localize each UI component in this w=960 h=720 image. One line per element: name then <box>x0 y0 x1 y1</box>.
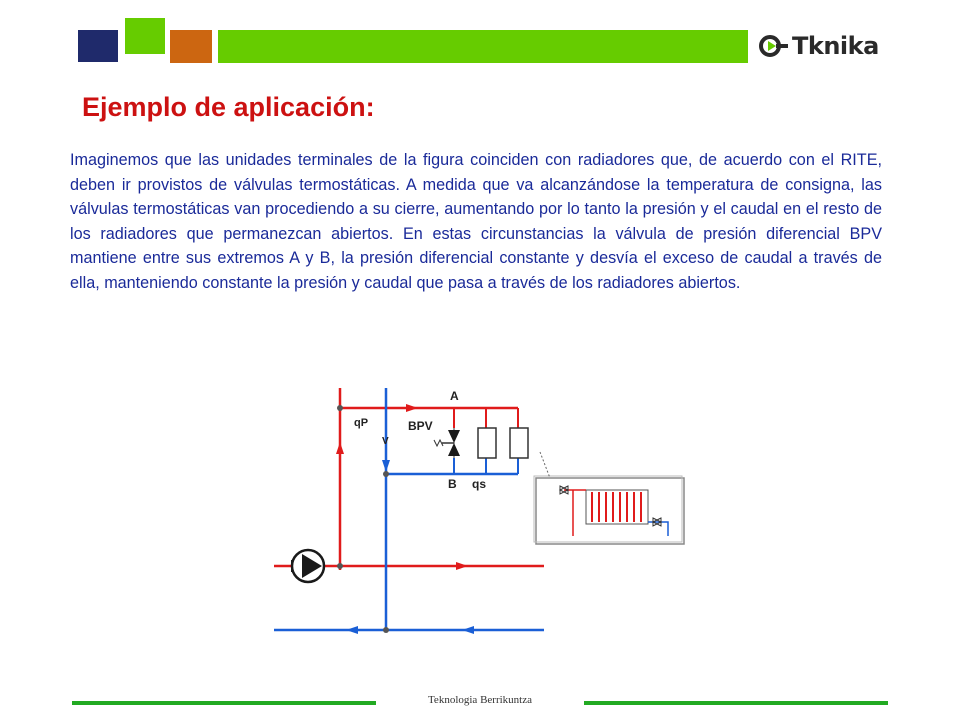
label-bpv: BPV <box>408 419 433 433</box>
label-a: A <box>450 389 459 403</box>
terminal-unit-1 <box>478 428 496 458</box>
body-paragraph: Imaginemos que las unidades terminales de la figura coinciden con radiadores que, de acuerdo con el RITE, deben ir provistos de válvulas termostáticas. A medida que va alcanzándose la temperatura de consigna, las válvulas termostáticas van procediendo a su cierre, aumentando por lo tanto la presión y el caudal en el resto de los radiadores que permanezcan abiertos. En estas circunstancias la válvula de presión diferencial BPV mantiene entre sus extremos A y B, la presión diferencial constante y desvía el exceso de caudal a través de ella, manteniendo constante la presión y caudal que pasa a través de los radiadores abiertos. <box>70 151 882 292</box>
label-qp: qP <box>354 417 369 429</box>
tknika-logo-icon <box>758 34 788 58</box>
header-bar <box>218 30 748 63</box>
label-qs: qs <box>472 477 487 491</box>
terminal-unit-2 <box>510 428 528 458</box>
footer-divider-left <box>72 701 376 705</box>
page-title: Ejemplo de aplicación: <box>82 92 375 122</box>
header-square-orange <box>170 30 212 63</box>
bpv-valve-icon <box>434 428 460 458</box>
header-square-green <box>125 18 165 54</box>
supply-pipes <box>274 388 544 570</box>
footer-text: Teknologia Berrikuntza <box>427 694 532 706</box>
logo-text: Tknika <box>792 32 879 60</box>
header-square-navy <box>78 30 118 62</box>
hydraulic-diagram <box>268 380 688 640</box>
label-b: B <box>448 477 457 491</box>
label-v: V <box>382 436 389 447</box>
radiator-detail-box <box>534 452 684 544</box>
tknika-logo <box>758 28 888 64</box>
pump-icon <box>292 550 324 582</box>
footer-divider-right <box>584 701 888 705</box>
